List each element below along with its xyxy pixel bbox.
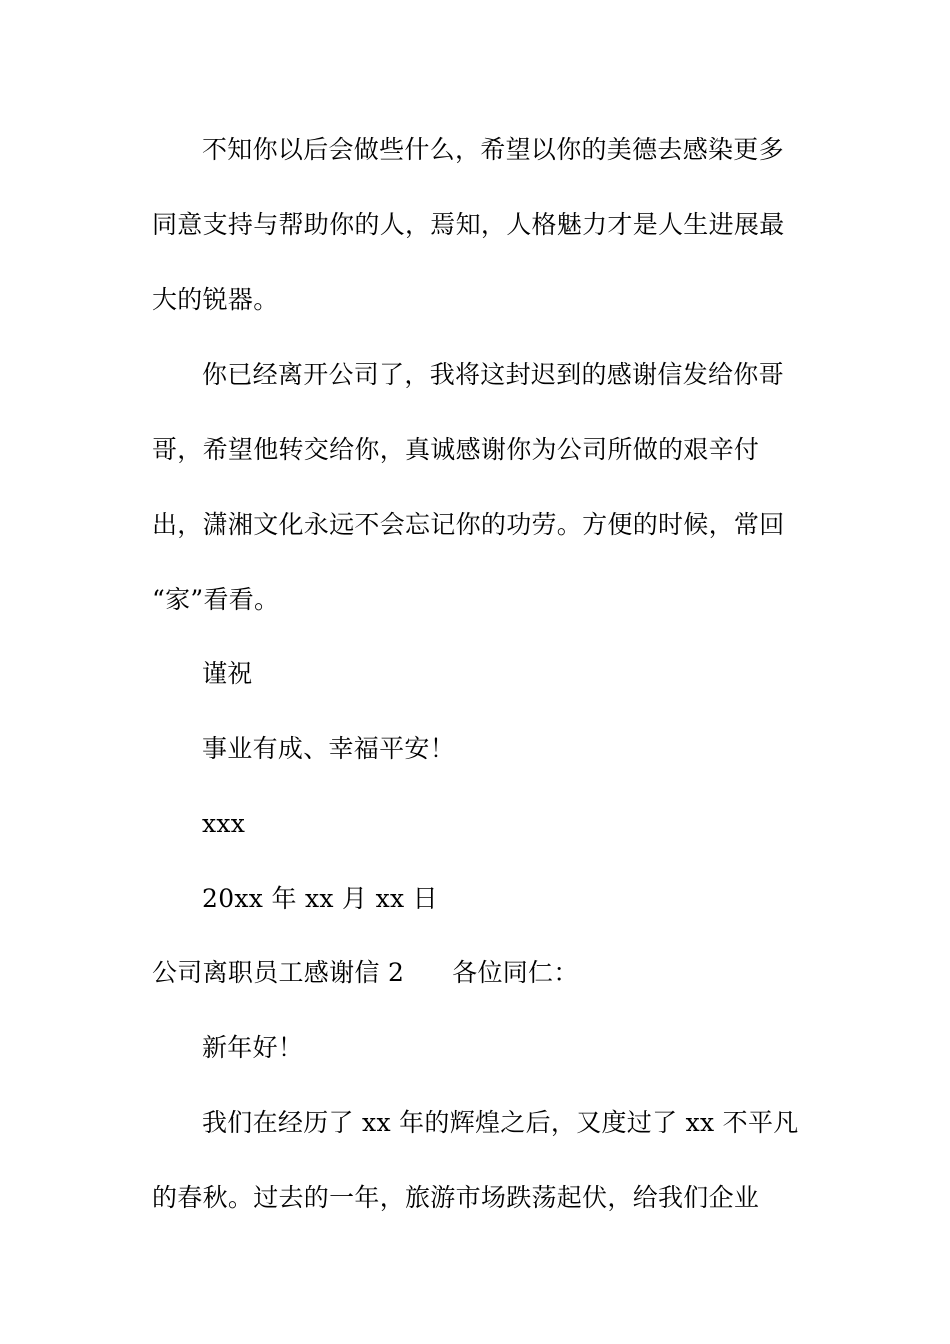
closing-text: 谨祝 <box>202 659 253 688</box>
paragraph-line: 哥，希望他转交给你，真诚感谢你为公司所做的艰辛付 <box>152 435 760 464</box>
paragraph-line: 出，潇湘文化永远不会忘记你的功劳。方便的时候，常回 <box>152 510 785 539</box>
paragraph-line: 不知你以后会做些什么，希望以你的美德去感染更多 <box>202 135 784 164</box>
letter2-title: 公司离职员工感谢信 2 <box>152 958 405 987</box>
paragraph-line: 大的锐器。 <box>152 285 279 314</box>
date: 20xx 年 xx 月 xx 日 <box>202 884 438 913</box>
paragraph-line: 你已经离开公司了，我将这封迟到的感谢信发给你哥 <box>202 360 784 389</box>
greeting: 新年好！ <box>202 1033 304 1062</box>
paragraph-line: 同意支持与帮助你的人，焉知，人格魅力才是人生进展最 <box>152 210 785 239</box>
paragraph-line: 我们在经历了 xx 年的辉煌之后，又度过了 xx 不平凡 <box>202 1108 799 1137</box>
signature: xxx <box>202 809 246 838</box>
letter2-salutation: 各位同仁： <box>452 958 579 987</box>
wish-text: 事业有成、幸福平安！ <box>202 734 456 763</box>
paragraph-line: 的春秋。过去的一年，旅游市场跌荡起伏，给我们企业 <box>152 1183 760 1212</box>
letter-heading <box>152 958 579 988</box>
paragraph-line: “家”看看。 <box>152 585 280 614</box>
